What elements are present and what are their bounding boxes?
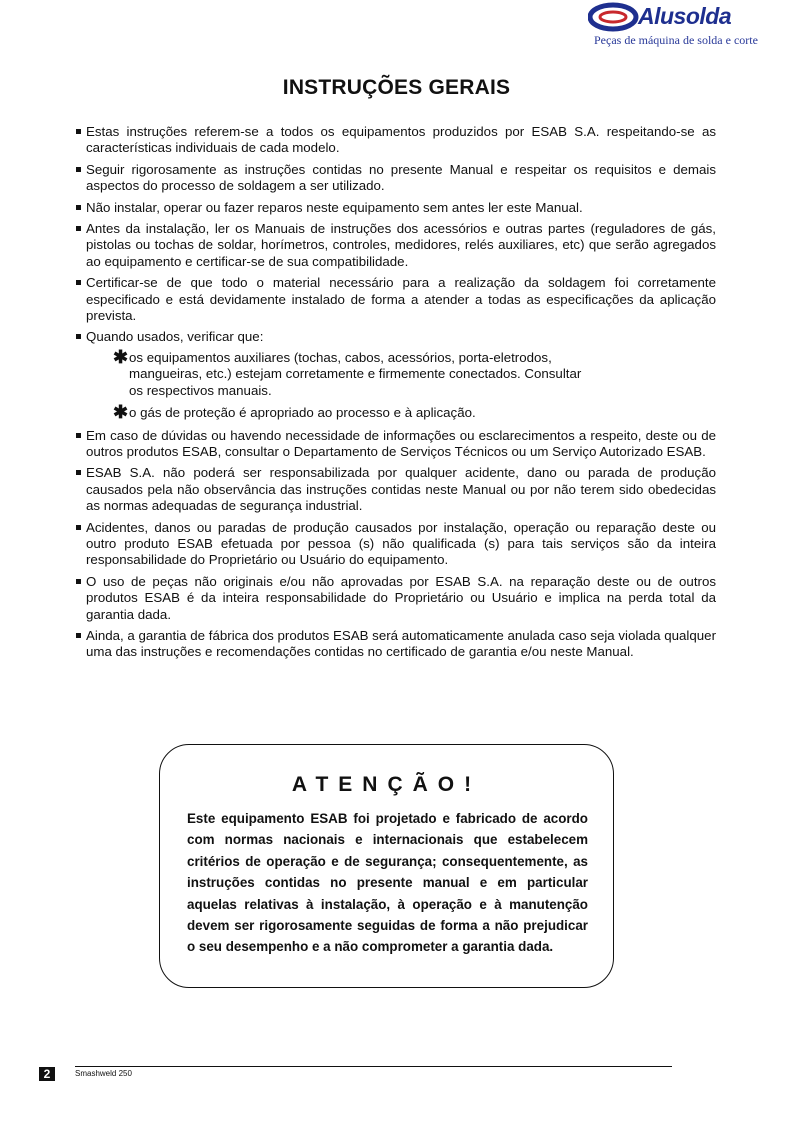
list-item-text: O uso de peças não originais e/ou não aprovadas por ESAB S.A. na reparação deste ou de outros produtos ESAB é da inteira responsabilidade do Proprietário ou Usuário e implica na perda total da garantia dada. [86, 573, 716, 622]
square-bullet-icon [76, 525, 81, 530]
square-bullet-icon [76, 470, 81, 475]
list-item [76, 428, 716, 461]
asterisk-icon: ✱ [113, 346, 129, 367]
list-item [76, 628, 716, 661]
sub-list-item-text: os equipamentos auxiliares (tochas, cabos, acessórios, porta-eletrodos, mangueiras, etc.) estejam corretamente e firmemente conectados. Consultar os respectivos manuais. [129, 349, 582, 398]
list-item [76, 329, 716, 421]
instructions-list [76, 124, 716, 666]
list-item-text: Ainda, a garantia de fábrica dos produtos ESAB será automaticamente anulada caso seja violada qualquer uma das instruções e recomendações contidas no certificado de garantia e/ou neste Manual. [86, 627, 716, 660]
square-bullet-icon [76, 579, 81, 584]
logo-swoosh-icon [588, 2, 640, 32]
list-item-text: Certificar-se de que todo o material necessário para a realização da soldagem foi corretamente especificado e está devidamente instalado de forma a atender a todas as especificações da aplicação prevista. [86, 275, 716, 324]
list-item-text: Não instalar, operar ou fazer reparos neste equipamento sem antes ler este Manual. [86, 199, 583, 215]
square-bullet-icon [76, 433, 81, 438]
warning-box [159, 744, 614, 988]
square-bullet-icon [76, 167, 81, 172]
footer-divider [75, 1066, 672, 1067]
square-bullet-icon [76, 280, 81, 285]
list-item-text: Seguir rigorosamente as instruções contidas no presente Manual e respeitar os requisitos e demais aspectos do processo de soldagem a ser utilizado. [86, 161, 716, 194]
list-item [76, 275, 716, 324]
square-bullet-icon [76, 205, 81, 210]
square-bullet-icon [76, 334, 81, 339]
asterisk-icon: ✱ [113, 402, 129, 423]
square-bullet-icon [76, 129, 81, 134]
sub-list-item [113, 402, 599, 423]
list-item [76, 520, 716, 569]
list-item [76, 574, 716, 623]
alusolda-logo [586, 2, 786, 48]
list-item [76, 200, 716, 216]
logo-tagline: Peças de máquina de solda e corte [594, 33, 758, 47]
sub-list [86, 346, 716, 423]
list-item-text: Em caso de dúvidas ou havendo necessidade de informações ou esclarecimentos a respeito, deste ou de outros produtos ESAB, consultar o Departamento de Serviços Técnicos ou um Serviço Autorizado ESAB. [86, 427, 716, 459]
document-name: Smashweld 250 [75, 1069, 132, 1078]
warning-text: Este equipamento ESAB foi projetado e fabricado de acordo com normas nacionais e internacionais que estabelecem critérios de operação e de segurança; consequentemente, as instruções contidas no presente manual e em particular aquelas relativas à instalação, à operação e à manutenção devem ser rigorosamente seguidas de forma a não prejudicar o seu desempenho e a não comprometer a garantia dada. [187, 811, 588, 955]
list-item [76, 124, 716, 157]
list-item [76, 162, 716, 195]
list-item-text: Quando usados, verificar que: [86, 329, 264, 345]
square-bullet-icon [76, 226, 81, 231]
sub-list-item-text: o gás de proteção é apropriado ao processo e à aplicação. [129, 405, 476, 421]
list-item-text: ESAB S.A. não poderá ser responsabilizada por qualquer acidente, dano ou parada de produção causados pela não observância das instruções contidas neste Manual ou por não terem sido obedecidas as normas adequadas de segurança industrial. [86, 465, 716, 514]
logo-name: Alusolda [638, 3, 732, 29]
list-item-text: Acidentes, danos ou paradas de produção causados por instalação, operação ou reparação deste ou outro produto ESAB efetuada por pessoa (s) não qualificada (s) para tais serviços são da inteira responsabilidade do Proprietário ou Usuário do equipamento. [86, 519, 716, 568]
page-title: INSTRUÇÕES GERAIS [282, 76, 511, 99]
list-item-text: Estas instruções referem-se a todos os equipamentos produzidos por ESAB S.A. respeitando-se as características individuais de cada modelo. [86, 124, 716, 156]
list-item-text: Antes da instalação, ler os Manuais de instruções dos acessórios e outras partes (reguladores de gás, pistolas ou tochas de soldar, horímetros, controles, medidores, relés auxiliares, etc) que serão agregados ao equipamento e certificar-se de sua compatibilidade. [86, 221, 716, 269]
warning-title: ATENÇÃO! [291, 773, 482, 796]
page-number: 2 [39, 1067, 55, 1081]
sub-list-item [113, 346, 599, 399]
list-item [76, 221, 716, 270]
list-item [76, 465, 716, 514]
square-bullet-icon [76, 633, 81, 638]
